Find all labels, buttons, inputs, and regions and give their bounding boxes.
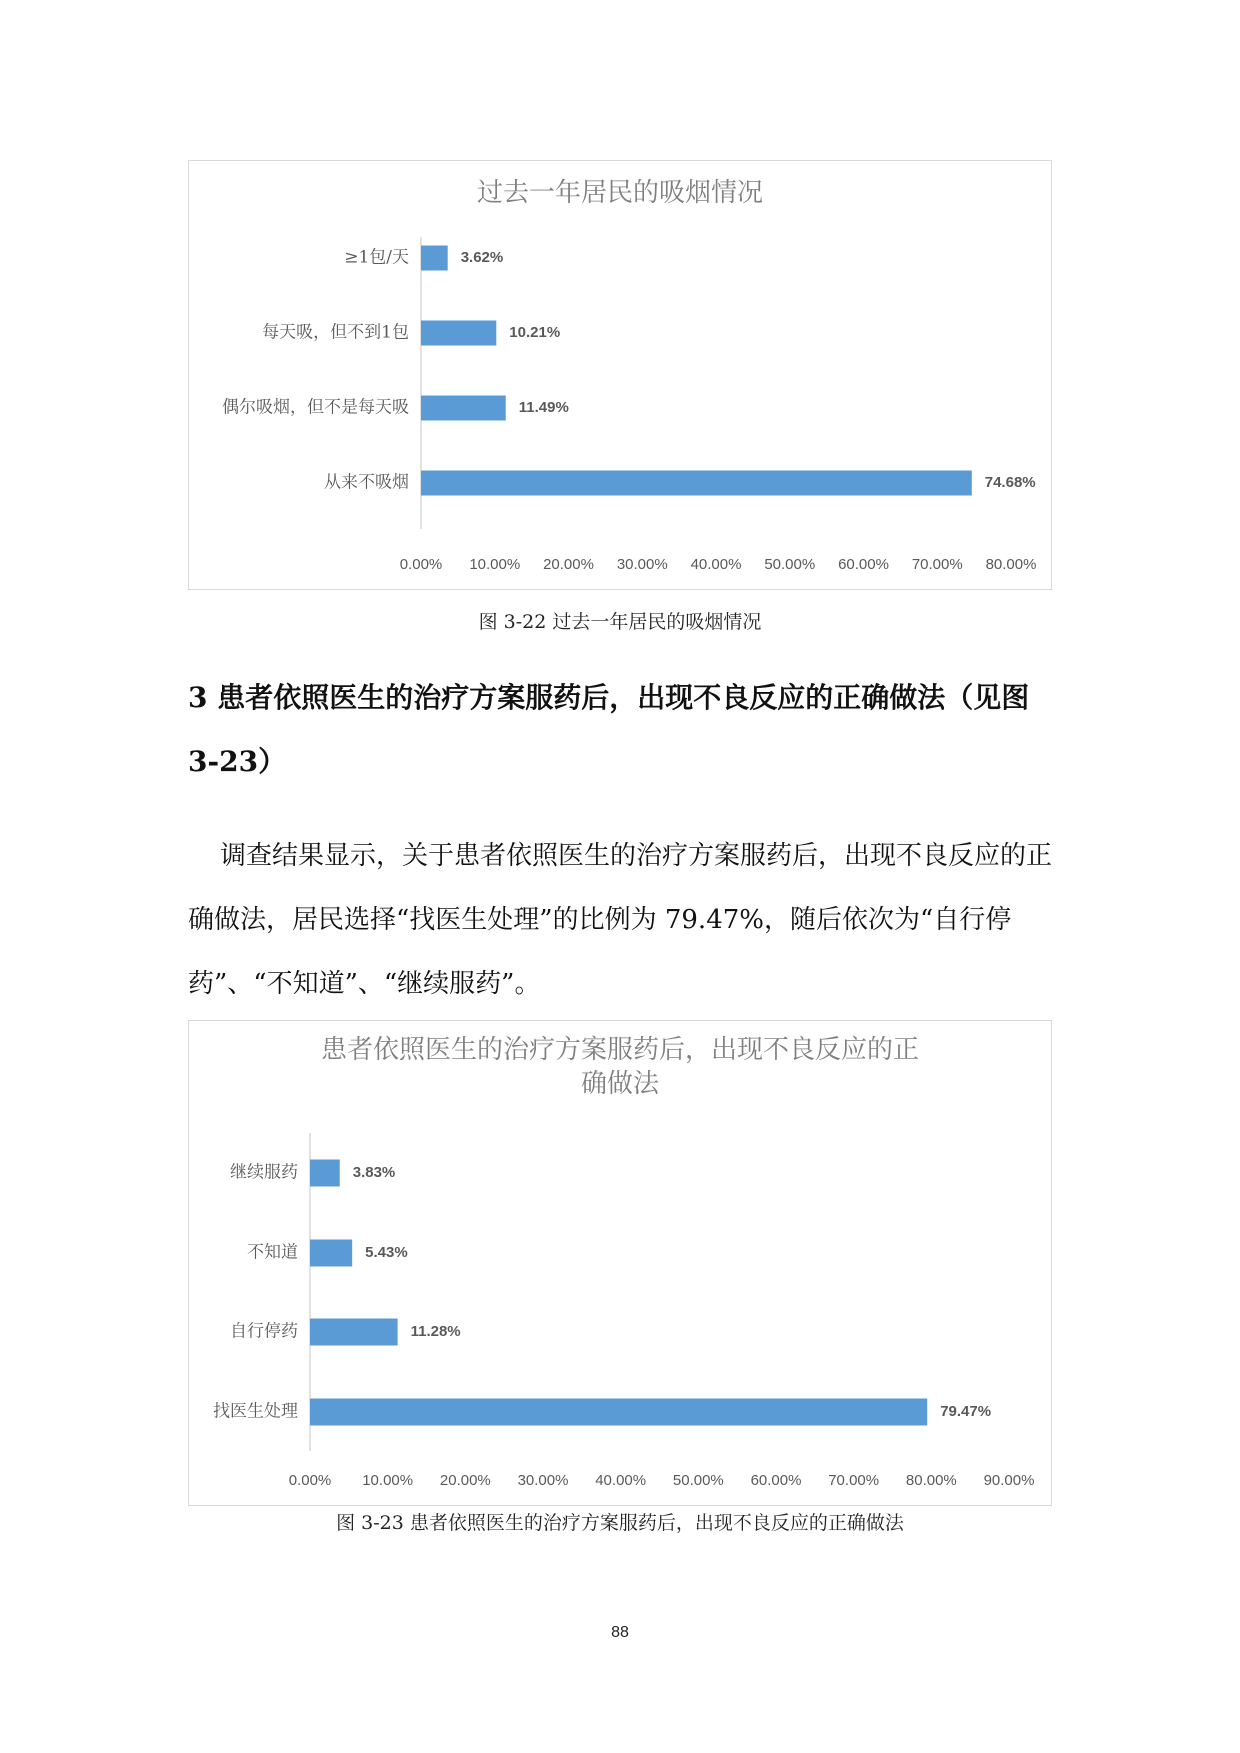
x-tick-label: 30.00% xyxy=(517,1471,569,1489)
bar xyxy=(310,1399,927,1426)
x-tick-label: 20.00% xyxy=(439,1471,491,1489)
bar xyxy=(421,321,496,346)
bar xyxy=(310,1319,398,1346)
bar xyxy=(310,1160,340,1187)
figure-caption-3-22: 图 3-22 过去一年居民的吸烟情况 xyxy=(478,611,762,633)
x-tick-label: 40.00% xyxy=(690,555,742,573)
x-tick-label: 50.00% xyxy=(764,555,816,573)
x-tick-label: 70.00% xyxy=(828,1471,880,1489)
category-label: 从来不吸烟 xyxy=(324,472,409,493)
category-label: 每天吸，但不到1包 xyxy=(262,322,409,343)
chart-title: 确做法 xyxy=(580,1069,660,1099)
data-label: 3.83% xyxy=(352,1163,396,1181)
data-label: 11.49% xyxy=(518,398,569,416)
data-label: 79.47% xyxy=(940,1402,992,1420)
bar xyxy=(421,471,972,496)
chart-title: 患者依照医生的治疗方案服药后，出现不良反应的正 xyxy=(320,1035,920,1065)
data-label: 5.43% xyxy=(365,1243,408,1261)
data-label: 11.28% xyxy=(410,1322,461,1340)
category-label: ≥1包/天 xyxy=(344,247,409,268)
smoking-chart-svg xyxy=(189,161,1051,589)
x-tick-label: 10.00% xyxy=(469,555,521,573)
section-heading: 3 患者依照医生的治疗方案服药后，出现不良反应的正确做法（见图 3-23） xyxy=(188,681,1030,778)
page-number: 88 xyxy=(611,1624,629,1641)
category-label: 偶尔吸烟，但不是每天吸 xyxy=(222,397,409,418)
category-label: 继续服药 xyxy=(230,1162,298,1183)
chart-title: 过去一年居民的吸烟情况 xyxy=(476,178,764,208)
x-tick-label: 60.00% xyxy=(838,555,889,573)
x-tick-label: 0.00% xyxy=(288,1471,332,1489)
x-tick-label: 50.00% xyxy=(672,1471,724,1489)
category-label: 不知道 xyxy=(247,1242,298,1263)
data-label: 74.68% xyxy=(984,473,1036,491)
bar xyxy=(421,246,448,271)
data-label: 3.62% xyxy=(460,248,504,266)
bar xyxy=(310,1240,352,1267)
x-tick-label: 0.00% xyxy=(399,555,443,573)
x-tick-label: 70.00% xyxy=(911,555,963,573)
category-label: 自行停药 xyxy=(230,1321,298,1342)
x-tick-label: 60.00% xyxy=(750,1471,802,1489)
adverse-reaction-chart-svg xyxy=(189,1021,1051,1505)
x-tick-label: 30.00% xyxy=(616,555,668,573)
x-tick-label: 40.00% xyxy=(595,1471,647,1489)
x-tick-label: 20.00% xyxy=(543,555,594,573)
figure-caption-3-23: 图 3-23 患者依照医生的治疗方案服药后，出现不良反应的正确做法 xyxy=(336,1512,904,1534)
bar xyxy=(421,396,506,421)
category-label: 找医生处理 xyxy=(213,1401,298,1422)
data-label: 10.21% xyxy=(509,323,561,341)
x-tick-label: 90.00% xyxy=(983,1471,1035,1489)
x-tick-label: 80.00% xyxy=(985,555,1037,573)
body-paragraph: 调查结果显示，关于患者依照医生的治疗方案服药后，出现不良反应的正确做法，居民选择“找医生处理”的比例为 79.47%，随后依次为“自行停药”、“不知道”、“继续服药”。 xyxy=(188,841,1053,999)
x-tick-label: 10.00% xyxy=(362,1471,414,1489)
smoking-chart xyxy=(188,160,1052,590)
adverse-reaction-chart xyxy=(188,1020,1052,1506)
x-tick-label: 80.00% xyxy=(905,1471,957,1489)
